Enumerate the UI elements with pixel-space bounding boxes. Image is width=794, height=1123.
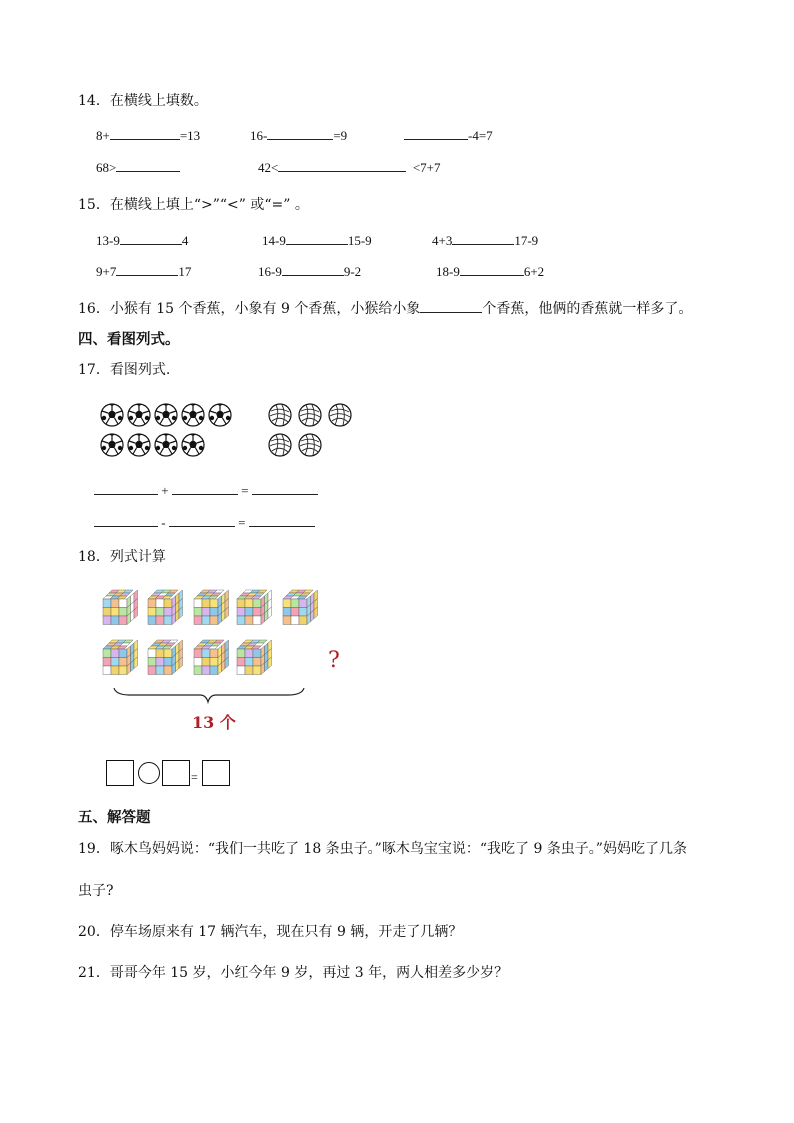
q20-text: 20．停车场原来有 17 辆汽车，现在只有 9 辆，开走了几辆？ — [78, 924, 463, 940]
volleyball — [298, 433, 322, 457]
equals-sign: = — [191, 770, 198, 784]
q15-title: 15．在横线上填上“>”“<” 或“=” 。 — [78, 197, 309, 213]
section-heading-4: 四、看图列式。 — [78, 331, 180, 348]
soccer-ball — [100, 403, 124, 427]
answer-blank[interactable] — [249, 512, 315, 527]
q19-line-2: 虫子? — [78, 883, 114, 899]
soccer-ball — [100, 433, 124, 457]
operator-circle[interactable] — [138, 762, 160, 784]
q17-equation-2: - = — [94, 512, 315, 531]
q15-item-5: 16-9 9-2 — [258, 261, 361, 280]
q16-text: 16．小猴有 15 个香蕉，小象有 9 个香蕉，小猴给小象 个香蕉，他俩的香蕉就一样多了。 — [78, 298, 692, 318]
q14-item-4: 68> — [96, 157, 180, 176]
q17-equation-1: + = — [94, 480, 318, 499]
q15-item-1: 13-9 4 — [96, 230, 188, 249]
volleyball — [298, 403, 322, 427]
rubik-cube — [102, 588, 140, 626]
answer-blank[interactable] — [282, 261, 344, 276]
soccer-ball — [181, 433, 205, 457]
rubik-cube — [236, 588, 274, 626]
q15-item-4: 9+7 17 — [96, 261, 191, 280]
soccer-ball — [154, 433, 178, 457]
answer-blank[interactable] — [116, 261, 178, 276]
answer-blank[interactable] — [169, 512, 235, 527]
answer-blank[interactable] — [94, 512, 158, 527]
soccer-ball — [208, 403, 232, 427]
rubik-cube — [147, 638, 185, 676]
rubik-cube — [102, 638, 140, 676]
rubik-cube — [236, 638, 274, 676]
answer-blank[interactable] — [120, 230, 182, 245]
answer-box-1[interactable] — [106, 760, 134, 786]
q14-title: 14．在横线上填数。 — [78, 93, 208, 109]
section-heading-5: 五、解答题 — [78, 809, 151, 826]
answer-blank[interactable] — [404, 125, 468, 140]
answer-blank[interactable] — [278, 157, 406, 172]
brace — [110, 684, 310, 706]
answer-blank[interactable] — [286, 230, 348, 245]
q14-item-1: 8+ =13 — [96, 125, 200, 144]
rubik-cube — [282, 588, 320, 626]
answer-blank[interactable] — [110, 125, 180, 140]
q14-item-2: 16- =9 — [250, 125, 347, 144]
volleyball — [268, 403, 292, 427]
q18-title: 18．列式计算 — [78, 549, 166, 565]
answer-box-3[interactable] — [202, 760, 230, 786]
q19-line-1: 19．啄木鸟妈妈说：“我们一共吃了 18 条虫子。”啄木鸟宝宝说：“我吃了 9 条虫子。”妈妈吃了几条 — [78, 841, 687, 857]
q21-text: 21．哥哥今年 15 岁，小红今年 9 岁，再过 3 年，两人相差多少岁？ — [78, 965, 509, 981]
soccer-ball — [127, 433, 151, 457]
answer-blank[interactable] — [452, 230, 514, 245]
q14-item-3: -4=7 — [404, 125, 493, 144]
answer-blank[interactable] — [172, 480, 238, 495]
soccer-ball — [127, 403, 151, 427]
q15-item-6: 18-9 6+2 — [436, 261, 544, 280]
answer-blank[interactable] — [267, 125, 333, 140]
q15-item-2: 14-9 15-9 — [262, 230, 372, 249]
soccer-ball — [154, 403, 178, 427]
answer-blank[interactable] — [460, 261, 524, 276]
answer-blank[interactable] — [420, 298, 482, 313]
question-mark: ? — [328, 648, 340, 673]
total-label: 13 个 — [192, 713, 236, 732]
q14-item-5: 42< <7+7 — [258, 157, 441, 176]
volleyball — [268, 433, 292, 457]
answer-box-2[interactable] — [162, 760, 190, 786]
q15-item-3: 4+3 17-9 — [432, 230, 538, 249]
rubik-cube — [193, 638, 231, 676]
answer-blank[interactable] — [252, 480, 318, 495]
soccer-ball — [181, 403, 205, 427]
volleyball — [328, 403, 352, 427]
rubik-cube — [193, 588, 231, 626]
q17-title: 17．看图列式. — [78, 362, 171, 378]
answer-blank[interactable] — [94, 480, 158, 495]
rubik-cube — [147, 588, 185, 626]
answer-blank[interactable] — [116, 157, 180, 172]
